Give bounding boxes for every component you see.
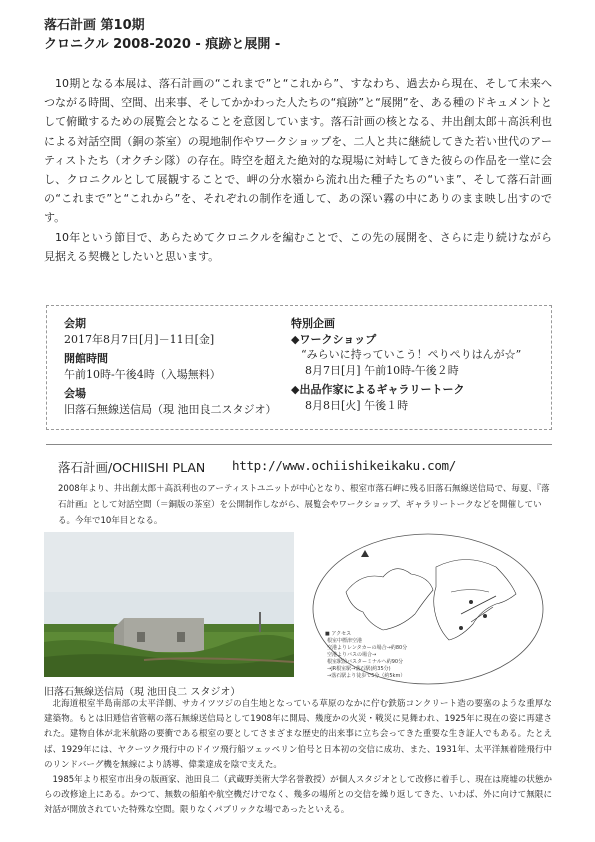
page-subtitle: クロニクル 2008-2020 ‐ 痕跡と展開 ‐ [44,37,281,52]
access-title: ■ アクセス [325,631,352,637]
history-paragraph-1: 北海道根室半島南部の太平洋側、サカイツツジの自生地となっている草原のなかに佇む鉄筋コンクリート造の要塞のような重厚な建築物。もとは旧逓信省管轄の落石無線送信局として1908年に開局、幾度かの火災・戦災に見舞われ、1925年に現在の姿に再建された。建物自体が北米航路の要衝である根室の要としてさまざまな歴史的出来事に立ち会ってきた重要な生き証人でもある。たとえば、1929年には、ヤクーツク飛行中のドイツ飛行船ツェッペリン伯号と日本初の交信に成功、また、1931年、太平洋無着陸飛行中のリンドバーグ機を無線により誘導、偉業達成を陰で支えた。 [44,699,552,770]
talk-time: 8月8日[火] 午後１時 [305,398,409,412]
workshop-time: 8月7日[月] 午前10時-午後２時 [305,363,459,377]
history-paragraph-2: 1985年より根室市出身の版画家、池田良二（武蔵野美術大学名誉教授）が個人スタジオとして改修に着手し、現在は廃墟の状態からの改修途上にある。かつて、無数の船舶や航空機だけでなく、幾多の場所との交信を繰り返してきた、いわば、外に向けて無限に対話が開放されていた特殊な空間。限りなくパブリックな場であったといえる。 [44,775,552,816]
talk-label: ◆出品作家によるギャラリートーク [291,383,465,397]
photo-caption: 旧落石無線送信局（現 池田良二 スタジオ） [44,687,241,698]
intro-text [44,74,552,266]
plan-url-link[interactable]: http://www.ochiishikeikaku.com/ [232,458,456,473]
intro-paragraph-2: 10年という節目で、あらためてクロニクルを編むことで、この先の展開を、さらに走り続けながら見据える契機としたいと思います。 [44,230,552,263]
access-line-6: →落石駅より徒歩で5分（約5km） [327,673,406,679]
page-title: 落石計画 第10期 [44,18,145,33]
station-photo [44,532,294,677]
special-label: 特別企画 [291,317,335,330]
access-line-1: 根室中標津空港 [327,638,363,644]
station-photo-image [44,532,294,677]
access-line-3: 空港よりバスの場合→ [327,652,377,658]
section-divider [46,444,552,445]
plan-title: 落石計画/OCHIISHI PLAN [58,460,206,475]
access-map [311,532,546,687]
hours-label: 開館時間 [64,352,108,366]
plan-description: 2008年より、井出創太郎＋高浜利也のアーティストユニットが中心となり、根室市落石岬に残る旧落石無線送信局で、毎夏、『落石計画』として対話空間（＝銅版の茶室）を公開制作しながら、展覧会やワークショップ、ギャラリートークなどを開催している。今年で10年目となる。 [58,484,550,526]
access-line-4: 根室駅前バスターミナルへ約90分 [327,659,404,665]
history-text [44,697,552,819]
intro-paragraph-1: 10期となる本展は、落石計画の“これまで”と“これから”、すなわち、過去から現在、そして未来へつながる時間、空間、出来事、そしてかかわった人たちの“痕跡”と“展開”を、ある種のドキュメントとして俯瞰するための展覧会となることを意図しています。落石計画の核となる、井出創太郎＋高浜利也による対話空間（銅の茶室）の現地制作やワークショップを、二人と共に継続してきた若い世代のアーティストたち（オクチシ隊）の存在。時空を超えた絶対的な現場に対峙してきた彼らの作品を一堂に会し、クロニクルとして展観することで、岬の分水嶺から流れ出た種子たちの“いま”、そして落石計画の“これまで”と“これから”を、それぞれの制作を通して、あの深い霧の中にありのまま映し出すのです。 [44,77,552,225]
period-value: 2017年8月7日[月]－11日[金] [64,332,215,346]
access-line-5: →JR根室駅→落石駅(約35分) [327,666,391,672]
period-label: 会期 [64,317,86,330]
workshop-title: “みらいに持っていこう！ぺりぺりはんが☆” [301,348,522,362]
event-info-box [46,305,552,430]
access-line-2: 空港よりレンタカーの場合→約80分 [327,645,408,651]
access-map-drawing [311,532,546,687]
workshop-label: ◆ワークショップ [291,332,377,346]
event-basic-info [64,316,277,418]
special-program-info [291,316,521,414]
venue-label: 会場 [64,387,86,401]
hours-value: 午前10時-午後4時（入場無料） [64,367,221,381]
venue-value: 旧落石無線送信局（現 池田良二スタジオ） [64,402,277,416]
